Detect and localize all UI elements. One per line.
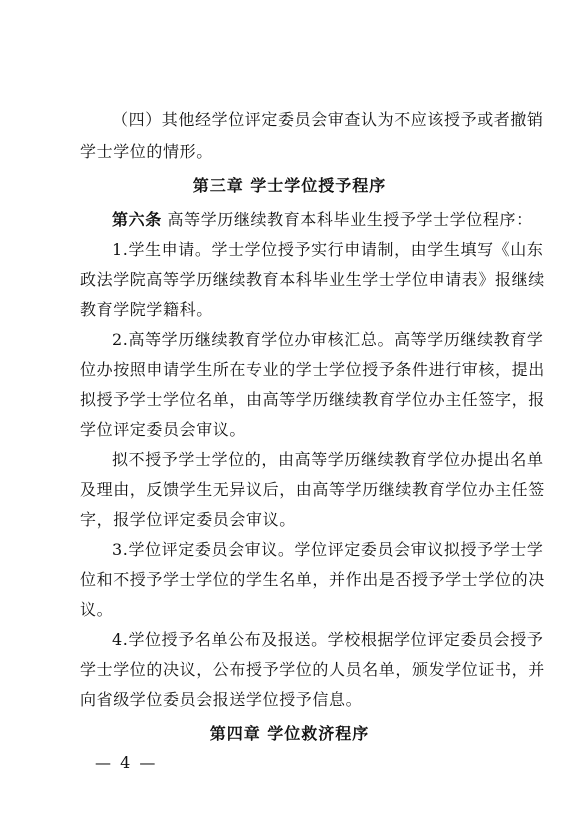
article-line [112, 210, 533, 230]
paragraph-line: 议。 [80, 600, 114, 619]
paragraph-line: 向省级学位委员会报送学位授予信息。 [80, 690, 363, 709]
paragraph-line: 拟不授予学士学位的，由高等学历继续教育学位办提出名单 [112, 450, 544, 469]
paragraph-line: 政法学院高等学历继续教育本科毕业生学士学位申请表》报继续 [80, 270, 545, 289]
paragraph-line: 位办按照申请学生所在专业的学士学位授予条件进行审核，提出 [80, 360, 545, 379]
paragraph-line: 4.学位授予名单公布及报送。学校根据学位评定委员会授予 [112, 630, 544, 649]
paragraph-line: 位和不授予学士学位的学生名单，并作出是否授予学士学位的决 [80, 570, 545, 589]
paragraph-line: 学位评定委员会审议。 [80, 420, 247, 439]
paragraph-line: 学士学位的情形。 [80, 142, 213, 161]
paragraph-line: 及理由，反馈学生无异议后，由高等学历继续教育学位办主任签 [80, 480, 545, 499]
chapter-heading: 第三章 学士学位授予程序 [192, 176, 387, 195]
page-number: — 4 — [95, 753, 158, 772]
paragraph-line: 1.学生申请。学士学位授予实行申请制，由学生填写《山东 [112, 240, 544, 259]
paragraph-line: 2.高等学历继续教育学位办审核汇总。高等学历继续教育学 [112, 330, 544, 349]
paragraph-line: 教育学院学籍科。 [80, 300, 213, 319]
paragraph-line: （四）其他经学位评定委员会审查认为不应该授予或者撤销 [112, 110, 544, 129]
paragraph-line: 3.学位评定委员会审议。学位评定委员会审议拟授予学士学 [112, 540, 544, 559]
paragraph-line: 学士学位的决议，公布授予学位的人员名单，颁发学位证书，并 [80, 660, 545, 679]
article-text: 高等学历继续教育本科毕业生授予学士学位程序： [161, 210, 533, 229]
paragraph-line: 字，报学位评定委员会审议。 [80, 510, 296, 529]
paragraph-line: 拟授予学士学位名单，由高等学历继续教育学位办主任签字，报 [80, 390, 545, 409]
article-label: 第六条 [112, 210, 162, 229]
chapter-heading: 第四章 学位救济程序 [209, 724, 370, 743]
